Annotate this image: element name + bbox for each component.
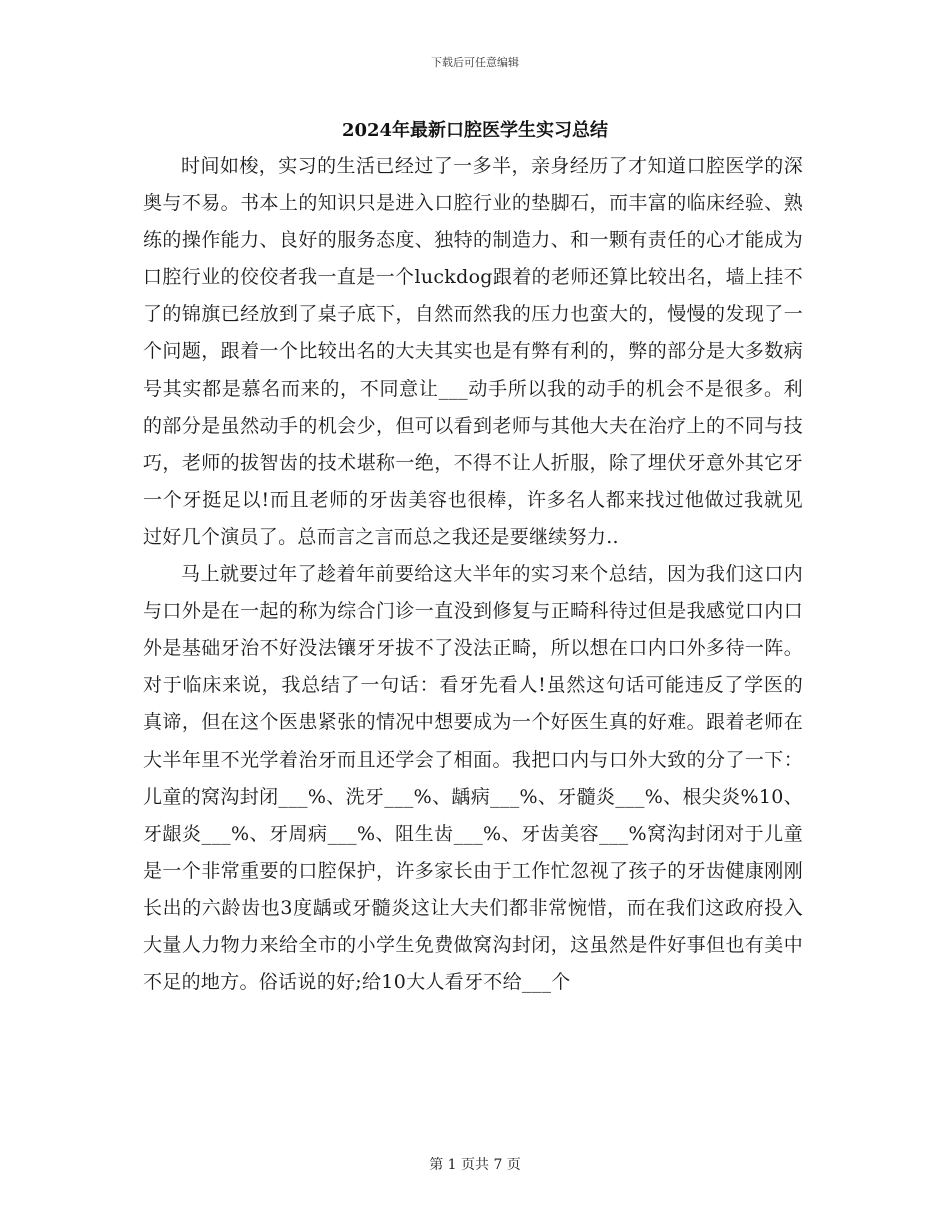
paragraph: 时间如梭，实习的生活已经过了一多半，亲身经历了才知道口腔医学的深奥与不易。书本上的知识只是进入口腔行业的垫脚石，而丰富的临床经验、熟练的操作能力、良好的服务态度、独特的制造力、和一颗有责任的心才能成为口腔行业的佼佼者我一直是一个luckdog跟着的老师还算比较出名，墙上挂不了的锦旗已经放到了桌子底下，自然而然我的压力也蛮大的，慢慢的发现了一个问题，跟着一个比较出名的大夫其实也是有弊有利的，弊的部分是大多数病号其实都是慕名而来的，不同意让___动手所以我的动手的机会不是很多。利的部分是虽然动手的机会少，但可以看到老师与其他大夫在治疗上的不同与技巧，老师的拔智齿的技术堪称一绝，不得不让人折服，除了埋伏牙意外其它牙一个牙挺足以!而且老师的牙齿美容也很棒，许多名人都来找过他做过我就见过好几个演员了。总而言之言而总之我还是要继续努力.. bbox=[143, 155, 803, 548]
page-number: 第 1 页共 7 页 bbox=[429, 1157, 521, 1173]
paragraph: 马上就要过年了趁着年前要给这大半年的实习来个总结，因为我们这口内与口外是在一起的称为综合门诊一直没到修复与正畸科待过但是我感觉口内口外是基础牙治不好没法镶牙牙拔不了没法正畸，所以想在口内口外多待一阵。对于临床来说，我总结了一句话：看牙先看人!虽然这句话可能违反了学医的真谛，但在这个医患紧张的情况中想要成为一个好医生真的好难。跟着老师在大半年里不光学着治牙而且还学会了相面。我把口内与口外大致的分了一下：儿童的窝沟封闭___%、洗牙___%、龋病___%、牙髓炎___%、根尖炎%10、牙龈炎___%、牙周病___%、阻生齿___%、牙齿美容___%窝沟封闭对于儿童是一个非常重要的口腔保护，许多家长由于工作忙忽视了孩子的牙齿健康刚刚长出的六龄齿也3度龋或牙髓炎这让大夫们都非常惋惜，而在我们这政府投入大量人力物力来给全市的小学生免费做窝沟封闭，这虽然是件好事但也有美中不足的地方。俗话说的好;给10大人看牙不给___个 bbox=[143, 563, 803, 994]
page-header-note: 下载后可任意编辑 bbox=[431, 56, 519, 69]
document-title: 2024年最新口腔医学生实习总结 bbox=[341, 120, 609, 141]
document-body bbox=[143, 148, 803, 1001]
